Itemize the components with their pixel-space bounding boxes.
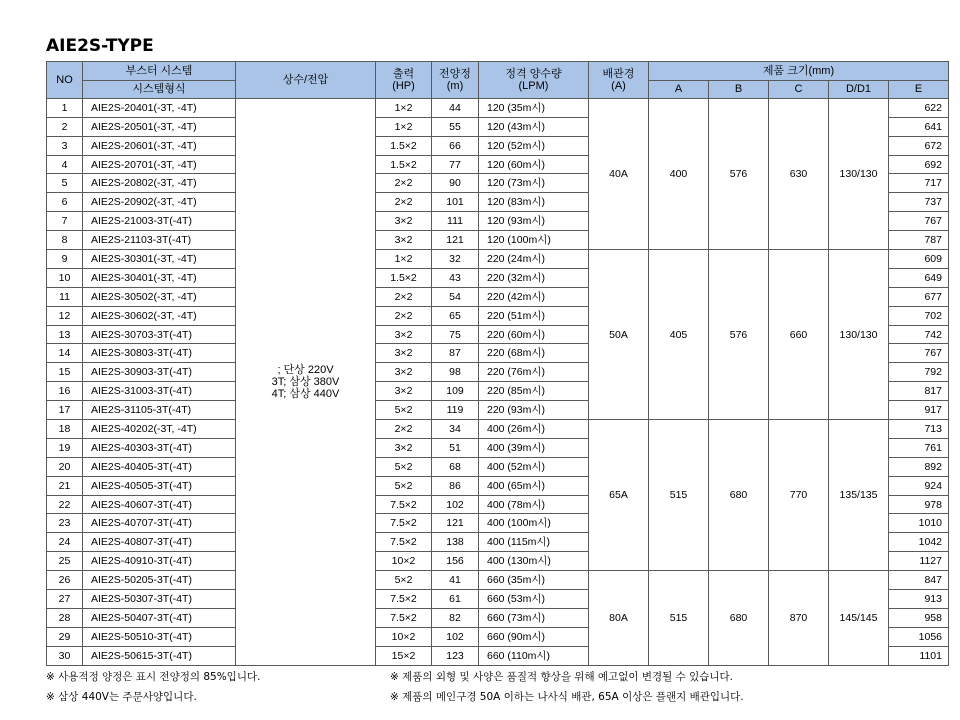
cell-flow: 220 (76m시): [479, 363, 589, 382]
cell-flow: 120 (35m시): [479, 98, 589, 117]
cell-model: AIE2S-30401(-3T, -4T): [83, 268, 236, 287]
cell-head: 90: [432, 174, 479, 193]
cell-model: AIE2S-40707-3T(-4T): [83, 514, 236, 533]
cell-no: 19: [47, 438, 83, 457]
cell-size-e: 692: [889, 155, 949, 174]
cell-no: 4: [47, 155, 83, 174]
cell-power: 1×2: [376, 98, 432, 117]
cell-flow: 400 (52m시): [479, 457, 589, 476]
cell-power: 7.5×2: [376, 514, 432, 533]
cell-power: 1×2: [376, 117, 432, 136]
cell-power: 7.5×2: [376, 608, 432, 627]
cell-head: 121: [432, 231, 479, 250]
cell-size-d: 130/130: [829, 250, 889, 420]
cell-head: 43: [432, 268, 479, 287]
cell-flow: 120 (93m시): [479, 212, 589, 231]
note-piping: ※ 제품의 메인구경 50A 이하는 나사식 배관, 65A 이상은 플랜지 배관입니다.: [390, 691, 744, 703]
cell-power: 2×2: [376, 287, 432, 306]
cell-size-a: 400: [649, 98, 709, 249]
cell-power: 3×2: [376, 231, 432, 250]
cell-size-e: 677: [889, 287, 949, 306]
cell-no: 22: [47, 495, 83, 514]
cell-no: 1: [47, 98, 83, 117]
cell-size-e: 767: [889, 344, 949, 363]
cell-model: AIE2S-40202(-3T, -4T): [83, 420, 236, 439]
cell-head: 34: [432, 420, 479, 439]
cell-no: 14: [47, 344, 83, 363]
cell-size-e: 1042: [889, 533, 949, 552]
cell-size-e: 702: [889, 306, 949, 325]
cell-head: 123: [432, 646, 479, 665]
cell-size-d: 130/130: [829, 98, 889, 249]
cell-no: 3: [47, 136, 83, 155]
table-row: [47, 571, 949, 590]
cell-no: 15: [47, 363, 83, 382]
cell-no: 29: [47, 627, 83, 646]
cell-flow: 400 (26m시): [479, 420, 589, 439]
cell-model: AIE2S-31105-3T(-4T): [83, 401, 236, 420]
cell-head: 101: [432, 193, 479, 212]
cell-model: AIE2S-40910-3T(-4T): [83, 552, 236, 571]
cell-head: 41: [432, 571, 479, 590]
cell-power: 3×2: [376, 344, 432, 363]
cell-size-e: 672: [889, 136, 949, 155]
notes-left: [46, 667, 260, 707]
cell-model: AIE2S-20902(-3T, -4T): [83, 193, 236, 212]
cell-head: 119: [432, 401, 479, 420]
cell-flow: 660 (35m시): [479, 571, 589, 590]
cell-head: 111: [432, 212, 479, 231]
cell-no: 13: [47, 325, 83, 344]
cell-size-e: 1056: [889, 627, 949, 646]
header-head: 전양정 (m): [432, 62, 479, 99]
cell-size-a: 515: [649, 420, 709, 571]
cell-power: 3×2: [376, 363, 432, 382]
table-row: [47, 250, 949, 269]
cell-size-e: 761: [889, 438, 949, 457]
cell-model: AIE2S-40405-3T(-4T): [83, 457, 236, 476]
cell-flow: 400 (115m시): [479, 533, 589, 552]
cell-power: 3×2: [376, 438, 432, 457]
cell-model: AIE2S-31003-3T(-4T): [83, 382, 236, 401]
cell-head: 44: [432, 98, 479, 117]
cell-power: 5×2: [376, 401, 432, 420]
cell-no: 23: [47, 514, 83, 533]
cell-size-e: 649: [889, 268, 949, 287]
cell-size-b: 576: [709, 98, 769, 249]
cell-power: 2×2: [376, 420, 432, 439]
cell-head: 75: [432, 325, 479, 344]
cell-head: 156: [432, 552, 479, 571]
cell-size-c: 630: [769, 98, 829, 249]
cell-model: AIE2S-50205-3T(-4T): [83, 571, 236, 590]
cell-model: AIE2S-20401(-3T, -4T): [83, 98, 236, 117]
cell-flow: 660 (90m시): [479, 627, 589, 646]
cell-flow: 120 (60m시): [479, 155, 589, 174]
note-440v: ※ 삼상 440V는 주문사양입니다.: [46, 691, 197, 703]
note-usage-head: ※ 사용적정 양정은 표시 전양정의 85%입니다.: [46, 671, 261, 683]
cell-power: 3×2: [376, 325, 432, 344]
cell-size-e: 1010: [889, 514, 949, 533]
cell-model: AIE2S-40505-3T(-4T): [83, 476, 236, 495]
cell-pipe: 65A: [589, 420, 649, 571]
cell-flow: 120 (73m시): [479, 174, 589, 193]
cell-model: AIE2S-20701(-3T, -4T): [83, 155, 236, 174]
cell-size-e: 1101: [889, 646, 949, 665]
cell-no: 18: [47, 420, 83, 439]
cell-size-b: 576: [709, 250, 769, 420]
table-row: [47, 98, 949, 117]
cell-flow: 400 (130m시): [479, 552, 589, 571]
cell-flow: 120 (100m시): [479, 231, 589, 250]
cell-flow: 220 (60m시): [479, 325, 589, 344]
header-pipe: 배관경 (A): [589, 62, 649, 99]
cell-model: AIE2S-20501(-3T, -4T): [83, 117, 236, 136]
cell-pipe: 80A: [589, 571, 649, 665]
cell-phase: ; 단상 220V 3T; 삼상 380V 4T; 삼상 440V: [236, 98, 376, 665]
cell-model: AIE2S-50510-3T(-4T): [83, 627, 236, 646]
cell-model: AIE2S-30803-3T(-4T): [83, 344, 236, 363]
cell-size-d: 145/145: [829, 571, 889, 665]
cell-power: 2×2: [376, 193, 432, 212]
cell-model: AIE2S-30602(-3T, -4T): [83, 306, 236, 325]
cell-size-a: 405: [649, 250, 709, 420]
cell-size-c: 770: [769, 420, 829, 571]
cell-no: 12: [47, 306, 83, 325]
cell-size-e: 917: [889, 401, 949, 420]
header-size-a: A: [649, 80, 709, 98]
header-size-e: E: [889, 80, 949, 98]
cell-flow: 220 (68m시): [479, 344, 589, 363]
cell-power: 2×2: [376, 306, 432, 325]
cell-model: AIE2S-40607-3T(-4T): [83, 495, 236, 514]
table-row: [47, 420, 949, 439]
cell-power: 5×2: [376, 476, 432, 495]
cell-no: 28: [47, 608, 83, 627]
page-title: AIE2S-TYPE: [46, 36, 154, 56]
cell-model: AIE2S-20802(-3T, -4T): [83, 174, 236, 193]
cell-no: 27: [47, 590, 83, 609]
cell-head: 82: [432, 608, 479, 627]
cell-flow: 220 (42m시): [479, 287, 589, 306]
cell-flow: 400 (100m시): [479, 514, 589, 533]
header-size-d: D/D1: [829, 80, 889, 98]
cell-model: AIE2S-21003-3T(-4T): [83, 212, 236, 231]
cell-flow: 220 (85m시): [479, 382, 589, 401]
cell-size-d: 135/135: [829, 420, 889, 571]
cell-flow: 220 (93m시): [479, 401, 589, 420]
cell-size-e: 792: [889, 363, 949, 382]
cell-flow: 120 (52m시): [479, 136, 589, 155]
cell-flow: 220 (24m시): [479, 250, 589, 269]
cell-size-b: 680: [709, 420, 769, 571]
cell-head: 98: [432, 363, 479, 382]
cell-head: 109: [432, 382, 479, 401]
header-size-b: B: [709, 80, 769, 98]
cell-size-e: 737: [889, 193, 949, 212]
cell-model: AIE2S-30903-3T(-4T): [83, 363, 236, 382]
cell-size-e: 924: [889, 476, 949, 495]
cell-model: AIE2S-50407-3T(-4T): [83, 608, 236, 627]
header-flow: 정격 양수량 (LPM): [479, 62, 589, 99]
cell-no: 17: [47, 401, 83, 420]
cell-size-e: 787: [889, 231, 949, 250]
cell-no: 10: [47, 268, 83, 287]
cell-flow: 660 (110m시): [479, 646, 589, 665]
cell-model: AIE2S-20601(-3T, -4T): [83, 136, 236, 155]
cell-model: AIE2S-50615-3T(-4T): [83, 646, 236, 665]
cell-no: 8: [47, 231, 83, 250]
cell-head: 87: [432, 344, 479, 363]
cell-flow: 660 (53m시): [479, 590, 589, 609]
cell-flow: 400 (78m시): [479, 495, 589, 514]
cell-power: 7.5×2: [376, 590, 432, 609]
header-power: 출력 (HP): [376, 62, 432, 99]
cell-size-e: 958: [889, 608, 949, 627]
cell-head: 51: [432, 438, 479, 457]
cell-flow: 220 (51m시): [479, 306, 589, 325]
cell-no: 6: [47, 193, 83, 212]
cell-size-e: 847: [889, 571, 949, 590]
cell-no: 20: [47, 457, 83, 476]
cell-size-e: 892: [889, 457, 949, 476]
header-size-group: 제품 크기(mm): [649, 62, 949, 81]
cell-no: 25: [47, 552, 83, 571]
cell-no: 24: [47, 533, 83, 552]
cell-head: 77: [432, 155, 479, 174]
cell-size-c: 870: [769, 571, 829, 665]
cell-no: 16: [47, 382, 83, 401]
cell-size-a: 515: [649, 571, 709, 665]
cell-power: 1×2: [376, 250, 432, 269]
cell-head: 66: [432, 136, 479, 155]
header-system-type: 시스템형식: [83, 80, 236, 98]
cell-flow: 400 (39m시): [479, 438, 589, 457]
cell-pipe: 50A: [589, 250, 649, 420]
cell-power: 7.5×2: [376, 533, 432, 552]
cell-no: 2: [47, 117, 83, 136]
cell-size-e: 767: [889, 212, 949, 231]
cell-size-e: 1127: [889, 552, 949, 571]
cell-pipe: 40A: [589, 98, 649, 249]
cell-head: 32: [432, 250, 479, 269]
cell-size-e: 622: [889, 98, 949, 117]
header-size-c: C: [769, 80, 829, 98]
cell-size-e: 978: [889, 495, 949, 514]
cell-model: AIE2S-40807-3T(-4T): [83, 533, 236, 552]
cell-power: 15×2: [376, 646, 432, 665]
cell-model: AIE2S-30301(-3T, -4T): [83, 250, 236, 269]
cell-head: 138: [432, 533, 479, 552]
cell-flow: 220 (32m시): [479, 268, 589, 287]
cell-head: 102: [432, 627, 479, 646]
cell-model: AIE2S-40303-3T(-4T): [83, 438, 236, 457]
cell-power: 3×2: [376, 382, 432, 401]
cell-size-e: 817: [889, 382, 949, 401]
cell-power: 1.5×2: [376, 155, 432, 174]
spec-table-body: [47, 98, 949, 665]
cell-power: 1.5×2: [376, 136, 432, 155]
cell-head: 121: [432, 514, 479, 533]
cell-head: 61: [432, 590, 479, 609]
cell-flow: 120 (83m시): [479, 193, 589, 212]
cell-size-e: 713: [889, 420, 949, 439]
cell-head: 55: [432, 117, 479, 136]
cell-head: 54: [432, 287, 479, 306]
cell-power: 7.5×2: [376, 495, 432, 514]
cell-head: 65: [432, 306, 479, 325]
cell-power: 1.5×2: [376, 268, 432, 287]
cell-model: AIE2S-30502(-3T, -4T): [83, 287, 236, 306]
cell-size-b: 680: [709, 571, 769, 665]
cell-no: 21: [47, 476, 83, 495]
cell-no: 11: [47, 287, 83, 306]
cell-flow: 120 (43m시): [479, 117, 589, 136]
cell-power: 5×2: [376, 457, 432, 476]
header-no: NO: [47, 62, 83, 99]
cell-flow: 400 (65m시): [479, 476, 589, 495]
cell-size-e: 609: [889, 250, 949, 269]
cell-no: 26: [47, 571, 83, 590]
cell-size-e: 717: [889, 174, 949, 193]
cell-power: 5×2: [376, 571, 432, 590]
cell-size-e: 742: [889, 325, 949, 344]
cell-head: 86: [432, 476, 479, 495]
cell-power: 10×2: [376, 627, 432, 646]
cell-size-e: 913: [889, 590, 949, 609]
notes-right: [390, 667, 744, 707]
cell-power: 10×2: [376, 552, 432, 571]
cell-model: AIE2S-50307-3T(-4T): [83, 590, 236, 609]
note-spec-change: ※ 제품의 외형 및 사양은 품질적 향상을 위해 예고없이 변경될 수 있습니다.: [390, 671, 733, 683]
cell-no: 5: [47, 174, 83, 193]
cell-model: AIE2S-30703-3T(-4T): [83, 325, 236, 344]
cell-no: 30: [47, 646, 83, 665]
cell-no: 7: [47, 212, 83, 231]
cell-size-e: 641: [889, 117, 949, 136]
header-system-group: 부스터 시스템: [83, 62, 236, 81]
cell-power: 3×2: [376, 212, 432, 231]
cell-size-c: 660: [769, 250, 829, 420]
cell-head: 102: [432, 495, 479, 514]
spec-table: [46, 61, 949, 666]
cell-model: AIE2S-21103-3T(-4T): [83, 231, 236, 250]
cell-no: 9: [47, 250, 83, 269]
cell-flow: 660 (73m시): [479, 608, 589, 627]
header-phase: 상수/전압: [236, 62, 376, 99]
cell-power: 2×2: [376, 174, 432, 193]
cell-head: 68: [432, 457, 479, 476]
